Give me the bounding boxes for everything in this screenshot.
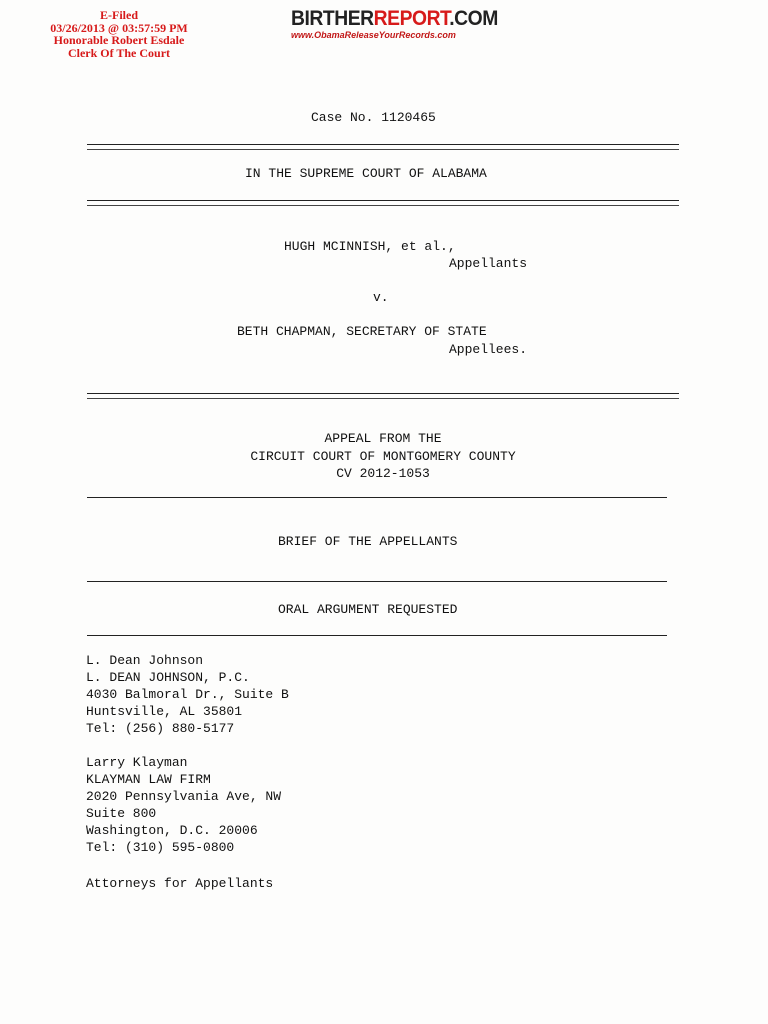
stamp-line-3: Honorable Robert Esdale <box>53 33 185 47</box>
attorney-1-name: L. Dean Johnson <box>86 653 204 668</box>
oral-argument: ORAL ARGUMENT REQUESTED <box>278 602 458 617</box>
attorney-2-address-1: 2020 Pennsylvania Ave, NW <box>86 789 282 804</box>
efiled-stamp <box>24 9 214 59</box>
attorney-block-1 <box>86 652 289 737</box>
rule-oral <box>87 635 667 636</box>
attorney-2-address-2: Suite 800 <box>86 806 157 821</box>
rule-brief <box>87 581 667 582</box>
watermark-part-1: BIRTHER <box>291 7 374 30</box>
appellee-name: BETH CHAPMAN, SECRETARY OF STATE <box>237 324 487 339</box>
watermark-url: www.ObamaReleaseYourRecords.com <box>291 30 456 40</box>
watermark-logo <box>291 7 498 40</box>
watermark-part-3: .COM <box>449 7 498 30</box>
appellant-name: HUGH MCINNISH, et al., <box>284 239 456 254</box>
attorney-block-2 <box>86 754 281 856</box>
rule-parties <box>87 393 679 394</box>
rule-appeal <box>87 497 667 498</box>
stamp-line-4: Clerk Of The Court <box>67 45 171 60</box>
case-number: Case No. 1120465 <box>311 110 436 125</box>
rule-court-inner <box>87 205 679 206</box>
rule-court <box>87 200 679 201</box>
brief-title: BRIEF OF THE APPELLANTS <box>278 534 458 549</box>
watermark-title <box>291 7 498 30</box>
attorney-1-firm: L. DEAN JOHNSON, P.C. <box>86 670 250 685</box>
attorney-1-address-1: 4030 Balmoral Dr., Suite B <box>86 687 289 702</box>
attorney-2-firm: KLAYMAN LAW FIRM <box>86 772 211 787</box>
versus: v. <box>373 290 389 305</box>
appeal-line-1: APPEAL FROM THE <box>324 431 442 446</box>
appellant-role: Appellants <box>449 256 528 271</box>
rule-top-inner <box>87 149 679 150</box>
appeal-line-3: CV 2012-1053 <box>336 466 430 481</box>
attorney-1-tel: Tel: (256) 880-5177 <box>86 721 235 736</box>
appellee-role: Appellees. <box>449 342 528 357</box>
attorney-1-address-2: Huntsville, AL 35801 <box>86 704 243 719</box>
court-heading: IN THE SUPREME COURT OF ALABAMA <box>245 166 487 181</box>
stamp-line-2: 03/26/2013 @ 03:57:59 PM <box>50 20 188 35</box>
rule-top <box>87 144 679 145</box>
attorneys-for: Attorneys for Appellants <box>86 876 274 891</box>
rule-parties-inner <box>87 398 679 399</box>
watermark-part-2: REPORT <box>373 7 450 30</box>
stamp-line-1: E-Filed <box>100 8 138 22</box>
attorney-2-tel: Tel: (310) 595-0800 <box>86 840 235 855</box>
attorney-2-name: Larry Klayman <box>86 755 188 770</box>
attorney-2-address-3: Washington, D.C. 20006 <box>86 823 258 838</box>
appeal-line-2: CIRCUIT COURT OF MONTGOMERY COUNTY <box>250 449 516 464</box>
